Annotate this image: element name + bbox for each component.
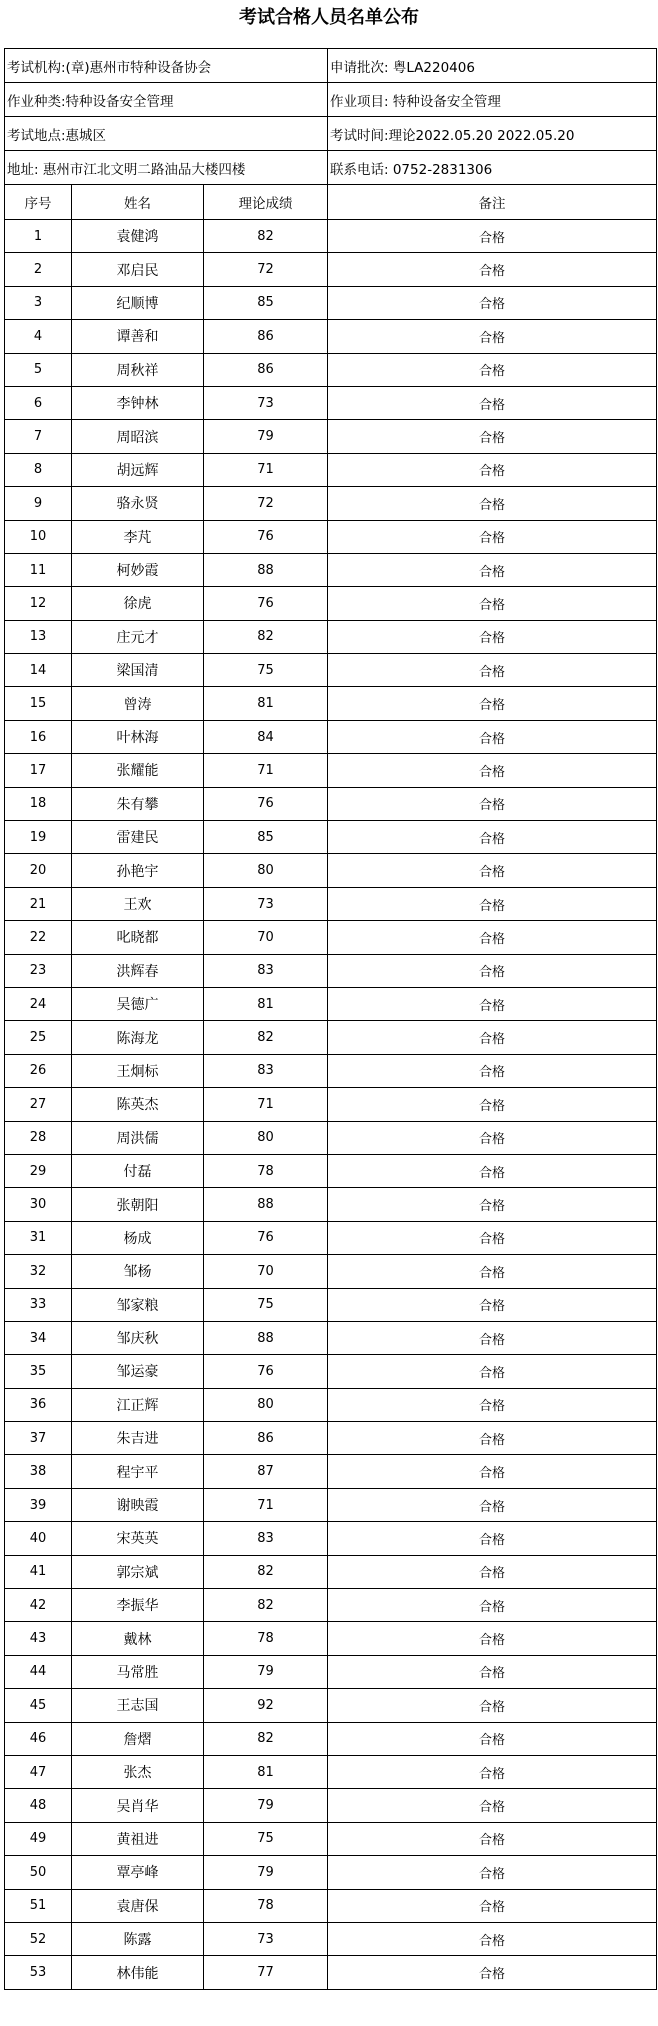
table-row	[5, 1288, 657, 1321]
header-name: 姓名	[72, 185, 204, 220]
cell-seq: 18	[5, 787, 72, 820]
cell-seq: 34	[5, 1321, 72, 1354]
cell-seq: 13	[5, 620, 72, 653]
cell-name: 覃亭峰	[72, 1856, 204, 1889]
cell-seq: 1	[5, 220, 72, 253]
contact-phone: 联系电话: 0752-2831306	[328, 151, 657, 185]
cell-score: 82	[204, 620, 328, 653]
cell-score: 83	[204, 954, 328, 987]
cell-note: 合格	[328, 1255, 657, 1288]
info-row	[5, 83, 657, 117]
cell-note: 合格	[328, 1388, 657, 1421]
cell-name: 叶林海	[72, 720, 204, 753]
table-row	[5, 320, 657, 353]
cell-name: 邹运豪	[72, 1355, 204, 1388]
cell-note: 合格	[328, 1622, 657, 1655]
cell-score: 86	[204, 320, 328, 353]
table-row	[5, 1321, 657, 1354]
cell-seq: 26	[5, 1054, 72, 1087]
table-row	[5, 1455, 657, 1488]
cell-score: 71	[204, 1088, 328, 1121]
cell-seq: 23	[5, 954, 72, 987]
table-row	[5, 1789, 657, 1822]
cell-note: 合格	[328, 1789, 657, 1822]
table-row	[5, 1622, 657, 1655]
cell-name: 孙艳宇	[72, 854, 204, 887]
cell-score: 84	[204, 720, 328, 753]
cell-note: 合格	[328, 1422, 657, 1455]
cell-note: 合格	[328, 787, 657, 820]
cell-name: 付磊	[72, 1154, 204, 1187]
info-row	[5, 117, 657, 151]
table-row	[5, 253, 657, 286]
cell-note: 合格	[328, 1922, 657, 1955]
cell-note: 合格	[328, 520, 657, 553]
cell-seq: 48	[5, 1789, 72, 1822]
cell-note: 合格	[328, 353, 657, 386]
cell-seq: 52	[5, 1922, 72, 1955]
cell-name: 谢映霞	[72, 1488, 204, 1521]
cell-note: 合格	[328, 687, 657, 720]
cell-note: 合格	[328, 320, 657, 353]
cell-seq: 36	[5, 1388, 72, 1421]
cell-score: 75	[204, 654, 328, 687]
cell-score: 76	[204, 1355, 328, 1388]
table-row	[5, 1021, 657, 1054]
cell-score: 73	[204, 386, 328, 419]
cell-seq: 39	[5, 1488, 72, 1521]
cell-note: 合格	[328, 1088, 657, 1121]
cell-seq: 50	[5, 1856, 72, 1889]
table-row	[5, 420, 657, 453]
cell-seq: 44	[5, 1655, 72, 1688]
cell-seq: 32	[5, 1255, 72, 1288]
cell-seq: 42	[5, 1589, 72, 1622]
table-row	[5, 821, 657, 854]
cell-seq: 46	[5, 1722, 72, 1755]
table-row	[5, 286, 657, 319]
cell-name: 张朝阳	[72, 1188, 204, 1221]
cell-note: 合格	[328, 1856, 657, 1889]
cell-score: 70	[204, 921, 328, 954]
cell-name: 黄祖进	[72, 1822, 204, 1855]
cell-seq: 6	[5, 386, 72, 419]
cell-name: 李芃	[72, 520, 204, 553]
cell-note: 合格	[328, 654, 657, 687]
cell-score: 82	[204, 1589, 328, 1622]
cell-name: 邹家粮	[72, 1288, 204, 1321]
cell-seq: 2	[5, 253, 72, 286]
cell-name: 徐虎	[72, 587, 204, 620]
cell-score: 87	[204, 1455, 328, 1488]
table-row	[5, 553, 657, 586]
cell-note: 合格	[328, 1522, 657, 1555]
cell-seq: 9	[5, 487, 72, 520]
cell-note: 合格	[328, 253, 657, 286]
cell-name: 吴德广	[72, 987, 204, 1020]
exam-time: 考试时间:理论2022.05.20 2022.05.20	[328, 117, 657, 151]
cell-score: 71	[204, 453, 328, 486]
table-row	[5, 654, 657, 687]
cell-seq: 49	[5, 1822, 72, 1855]
info-row	[5, 49, 657, 83]
cell-name: 朱有攀	[72, 787, 204, 820]
cell-seq: 22	[5, 921, 72, 954]
cell-name: 陈海龙	[72, 1021, 204, 1054]
table-row	[5, 1422, 657, 1455]
table-row	[5, 1088, 657, 1121]
cell-score: 88	[204, 553, 328, 586]
cell-note: 合格	[328, 921, 657, 954]
cell-note: 合格	[328, 1822, 657, 1855]
cell-note: 合格	[328, 1188, 657, 1221]
table-row	[5, 1121, 657, 1154]
cell-note: 合格	[328, 386, 657, 419]
cell-name: 戴林	[72, 1622, 204, 1655]
cell-seq: 15	[5, 687, 72, 720]
table-row	[5, 1522, 657, 1555]
table-row	[5, 921, 657, 954]
cell-note: 合格	[328, 1889, 657, 1922]
cell-name: 王欢	[72, 887, 204, 920]
table-row	[5, 1221, 657, 1254]
cell-note: 合格	[328, 1288, 657, 1321]
table-row	[5, 1956, 657, 1989]
cell-note: 合格	[328, 1321, 657, 1354]
cell-score: 75	[204, 1288, 328, 1321]
table-row	[5, 1689, 657, 1722]
cell-seq: 28	[5, 1121, 72, 1154]
table-row	[5, 620, 657, 653]
cell-name: 周秋祥	[72, 353, 204, 386]
cell-seq: 41	[5, 1555, 72, 1588]
cell-note: 合格	[328, 220, 657, 253]
cell-seq: 45	[5, 1689, 72, 1722]
cell-note: 合格	[328, 854, 657, 887]
cell-score: 73	[204, 887, 328, 920]
cell-name: 杨成	[72, 1221, 204, 1254]
cell-name: 邹庆秋	[72, 1321, 204, 1354]
cell-note: 合格	[328, 1121, 657, 1154]
cell-score: 71	[204, 754, 328, 787]
cell-seq: 3	[5, 286, 72, 319]
cell-name: 王志国	[72, 1689, 204, 1722]
table-row	[5, 854, 657, 887]
cell-note: 合格	[328, 754, 657, 787]
cell-name: 宋英英	[72, 1522, 204, 1555]
table-row	[5, 754, 657, 787]
table-row	[5, 1822, 657, 1855]
table-row	[5, 1488, 657, 1521]
cell-name: 梁国清	[72, 654, 204, 687]
cell-score: 81	[204, 987, 328, 1020]
cell-name: 雷建民	[72, 821, 204, 854]
table-row	[5, 1355, 657, 1388]
cell-name: 程宇平	[72, 1455, 204, 1488]
cell-score: 73	[204, 1922, 328, 1955]
cell-score: 76	[204, 787, 328, 820]
table-row	[5, 1856, 657, 1889]
cell-note: 合格	[328, 1154, 657, 1187]
cell-seq: 8	[5, 453, 72, 486]
cell-note: 合格	[328, 987, 657, 1020]
cell-seq: 14	[5, 654, 72, 687]
cell-name: 曾涛	[72, 687, 204, 720]
cell-seq: 29	[5, 1154, 72, 1187]
cell-score: 79	[204, 420, 328, 453]
cell-score: 78	[204, 1154, 328, 1187]
cell-seq: 38	[5, 1455, 72, 1488]
cell-score: 71	[204, 1488, 328, 1521]
cell-seq: 5	[5, 353, 72, 386]
cell-note: 合格	[328, 1021, 657, 1054]
cell-name: 邓启民	[72, 253, 204, 286]
cell-note: 合格	[328, 887, 657, 920]
cell-name: 张耀能	[72, 754, 204, 787]
cell-note: 合格	[328, 420, 657, 453]
table-row	[5, 220, 657, 253]
table-row	[5, 520, 657, 553]
cell-name: 陈露	[72, 1922, 204, 1955]
cell-note: 合格	[328, 1689, 657, 1722]
cell-name: 张杰	[72, 1755, 204, 1788]
table-row	[5, 1589, 657, 1622]
cell-note: 合格	[328, 1589, 657, 1622]
cell-seq: 17	[5, 754, 72, 787]
cell-score: 83	[204, 1522, 328, 1555]
cell-seq: 12	[5, 587, 72, 620]
cell-name: 胡远辉	[72, 453, 204, 486]
cell-score: 82	[204, 1555, 328, 1588]
cell-name: 马常胜	[72, 1655, 204, 1688]
cell-score: 76	[204, 520, 328, 553]
work-category: 作业种类:特种设备安全管理	[5, 83, 328, 117]
cell-seq: 40	[5, 1522, 72, 1555]
cell-seq: 51	[5, 1889, 72, 1922]
cell-name: 袁唐保	[72, 1889, 204, 1922]
table-row	[5, 1054, 657, 1087]
cell-name: 谭善和	[72, 320, 204, 353]
table-row	[5, 1889, 657, 1922]
cell-score: 85	[204, 821, 328, 854]
cell-note: 合格	[328, 1488, 657, 1521]
cell-score: 79	[204, 1655, 328, 1688]
cell-score: 92	[204, 1689, 328, 1722]
cell-seq: 24	[5, 987, 72, 1020]
cell-score: 85	[204, 286, 328, 319]
cell-name: 林伟能	[72, 1956, 204, 1989]
table-row	[5, 1154, 657, 1187]
cell-note: 合格	[328, 821, 657, 854]
cell-name: 袁健鸿	[72, 220, 204, 253]
cell-seq: 43	[5, 1622, 72, 1655]
table-row	[5, 1188, 657, 1221]
cell-score: 80	[204, 854, 328, 887]
cell-score: 79	[204, 1856, 328, 1889]
cell-note: 合格	[328, 1355, 657, 1388]
table-row	[5, 787, 657, 820]
cell-score: 82	[204, 220, 328, 253]
cell-seq: 11	[5, 553, 72, 586]
cell-name: 王炯标	[72, 1054, 204, 1087]
cell-seq: 10	[5, 520, 72, 553]
table-header-row	[5, 185, 657, 220]
cell-note: 合格	[328, 1755, 657, 1788]
cell-score: 78	[204, 1622, 328, 1655]
cell-note: 合格	[328, 720, 657, 753]
cell-name: 吴肖华	[72, 1789, 204, 1822]
cell-score: 86	[204, 353, 328, 386]
cell-score: 78	[204, 1889, 328, 1922]
table-row	[5, 1655, 657, 1688]
table-row	[5, 587, 657, 620]
cell-seq: 21	[5, 887, 72, 920]
cell-score: 82	[204, 1722, 328, 1755]
cell-seq: 31	[5, 1221, 72, 1254]
cell-score: 70	[204, 1255, 328, 1288]
cell-name: 洪辉春	[72, 954, 204, 987]
cell-name: 郭宗斌	[72, 1555, 204, 1588]
cell-note: 合格	[328, 1722, 657, 1755]
cell-seq: 19	[5, 821, 72, 854]
cell-seq: 27	[5, 1088, 72, 1121]
cell-seq: 30	[5, 1188, 72, 1221]
cell-score: 72	[204, 487, 328, 520]
info-row	[5, 151, 657, 185]
table-row	[5, 1722, 657, 1755]
cell-note: 合格	[328, 1555, 657, 1588]
cell-name: 李钟林	[72, 386, 204, 419]
cell-name: 朱吉进	[72, 1422, 204, 1455]
cell-note: 合格	[328, 1956, 657, 1989]
cell-note: 合格	[328, 620, 657, 653]
cell-seq: 53	[5, 1956, 72, 1989]
cell-seq: 7	[5, 420, 72, 453]
cell-note: 合格	[328, 487, 657, 520]
results-table	[4, 48, 657, 1990]
cell-seq: 37	[5, 1422, 72, 1455]
work-item: 作业项目: 特种设备安全管理	[328, 83, 657, 117]
cell-score: 83	[204, 1054, 328, 1087]
table-row	[5, 1255, 657, 1288]
cell-seq: 35	[5, 1355, 72, 1388]
cell-name: 庄元才	[72, 620, 204, 653]
cell-note: 合格	[328, 286, 657, 319]
header-seq: 序号	[5, 185, 72, 220]
exam-location: 考试地点:惠城区	[5, 117, 328, 151]
cell-score: 72	[204, 253, 328, 286]
cell-name: 柯妙霞	[72, 553, 204, 586]
cell-note: 合格	[328, 553, 657, 586]
cell-note: 合格	[328, 1655, 657, 1688]
cell-name: 李振华	[72, 1589, 204, 1622]
cell-seq: 20	[5, 854, 72, 887]
application-batch: 申请批次: 粤LA220406	[328, 49, 657, 83]
cell-name: 邹杨	[72, 1255, 204, 1288]
cell-note: 合格	[328, 1455, 657, 1488]
cell-name: 江正辉	[72, 1388, 204, 1421]
table-row	[5, 487, 657, 520]
cell-note: 合格	[328, 1221, 657, 1254]
cell-seq: 16	[5, 720, 72, 753]
cell-score: 76	[204, 1221, 328, 1254]
header-score: 理论成绩	[204, 185, 328, 220]
table-row	[5, 687, 657, 720]
cell-score: 82	[204, 1021, 328, 1054]
cell-name: 周洪儒	[72, 1121, 204, 1154]
cell-note: 合格	[328, 954, 657, 987]
cell-score: 80	[204, 1388, 328, 1421]
exam-agency: 考试机构:(章)惠州市特种设备协会	[5, 49, 328, 83]
cell-note: 合格	[328, 1054, 657, 1087]
table-row	[5, 386, 657, 419]
cell-score: 86	[204, 1422, 328, 1455]
table-row	[5, 353, 657, 386]
cell-name: 詹熠	[72, 1722, 204, 1755]
cell-score: 80	[204, 1121, 328, 1154]
cell-seq: 25	[5, 1021, 72, 1054]
cell-name: 叱晓都	[72, 921, 204, 954]
table-row	[5, 453, 657, 486]
header-note: 备注	[328, 185, 657, 220]
cell-score: 81	[204, 1755, 328, 1788]
table-row	[5, 887, 657, 920]
cell-seq: 47	[5, 1755, 72, 1788]
cell-score: 88	[204, 1188, 328, 1221]
cell-name: 周昭滨	[72, 420, 204, 453]
table-row	[5, 720, 657, 753]
cell-score: 88	[204, 1321, 328, 1354]
table-row	[5, 1755, 657, 1788]
cell-note: 合格	[328, 453, 657, 486]
table-row	[5, 1555, 657, 1588]
table-row	[5, 1922, 657, 1955]
cell-note: 合格	[328, 587, 657, 620]
cell-score: 79	[204, 1789, 328, 1822]
cell-seq: 33	[5, 1288, 72, 1321]
cell-score: 81	[204, 687, 328, 720]
cell-seq: 4	[5, 320, 72, 353]
table-row	[5, 987, 657, 1020]
address: 地址: 惠州市江北文明二路油品大楼四楼	[5, 151, 328, 185]
cell-score: 76	[204, 587, 328, 620]
table-row	[5, 1388, 657, 1421]
cell-name: 骆永贤	[72, 487, 204, 520]
cell-name: 陈英杰	[72, 1088, 204, 1121]
cell-score: 77	[204, 1956, 328, 1989]
cell-score: 75	[204, 1822, 328, 1855]
page-title: 考试合格人员名单公布	[239, 7, 419, 28]
cell-name: 纪顺博	[72, 286, 204, 319]
table-row	[5, 954, 657, 987]
